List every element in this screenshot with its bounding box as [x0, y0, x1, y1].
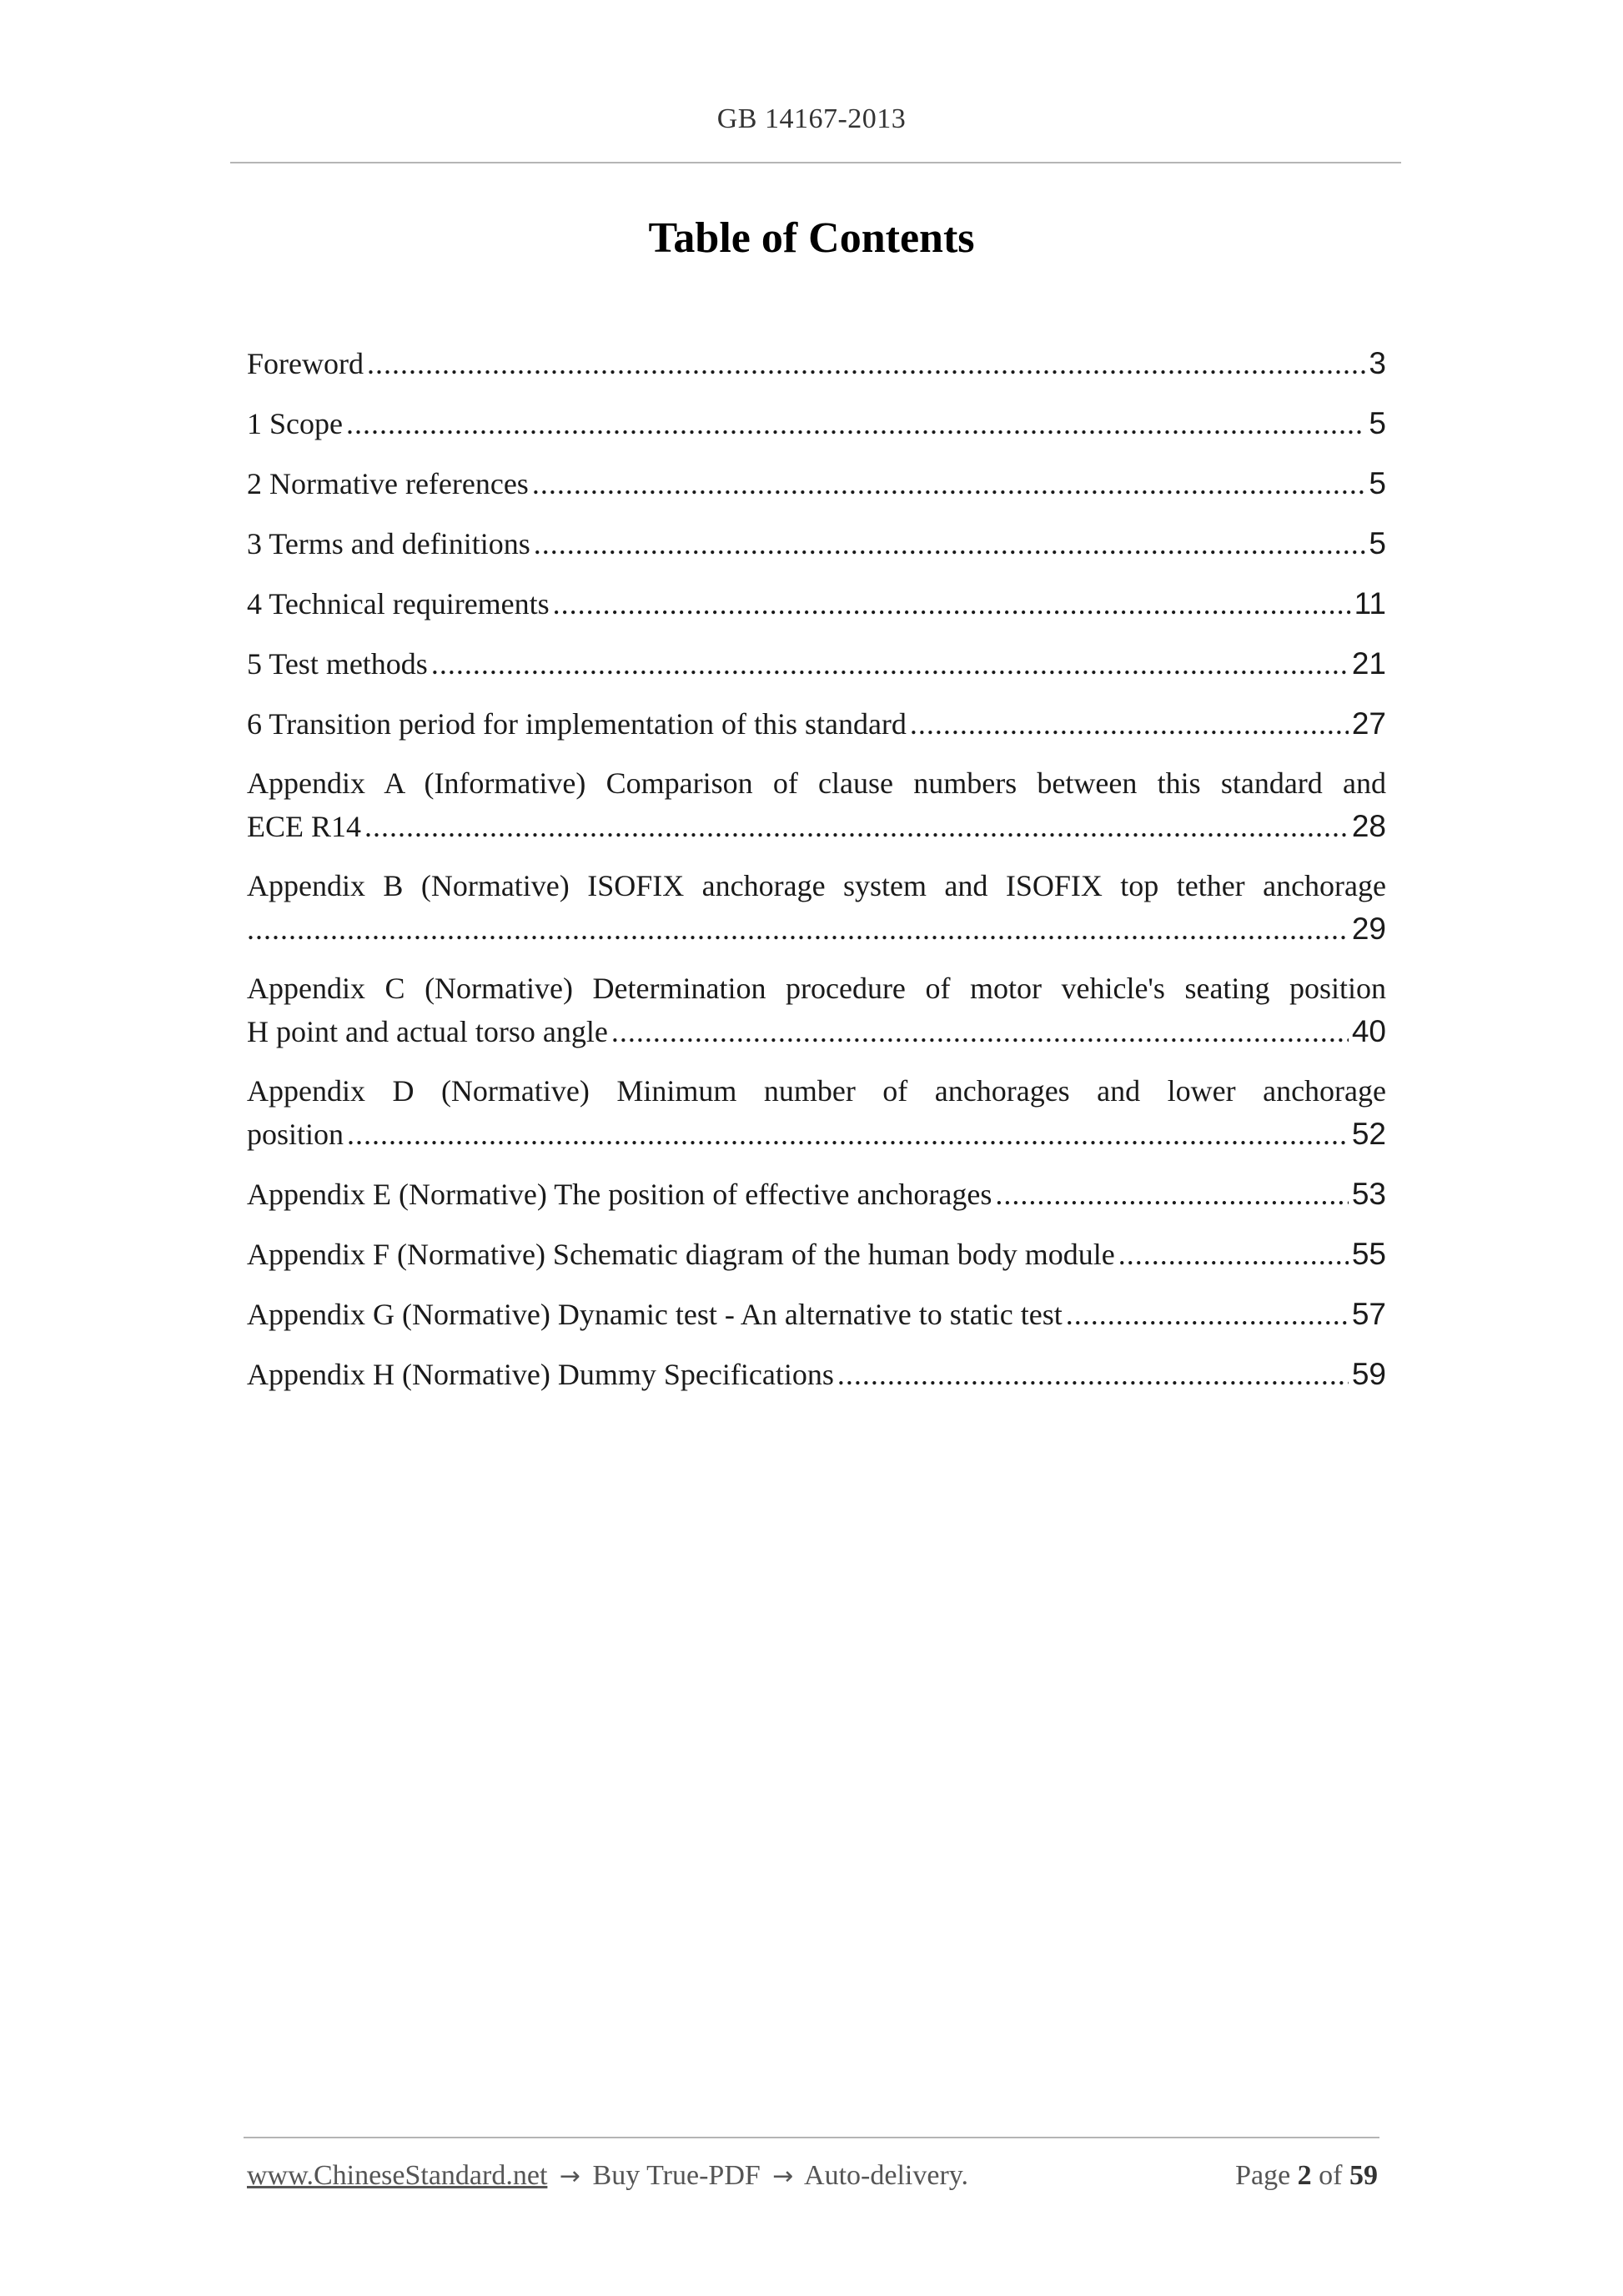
toc-entry-foreword[interactable] — [247, 342, 1386, 385]
toc-entry-label: 1 Scope — [247, 407, 343, 440]
toc-entry-test-methods[interactable] — [247, 642, 1386, 686]
toc-page-number: 53 — [1351, 1177, 1386, 1211]
total-page-count: 59 — [1349, 2160, 1378, 2191]
page-indicator — [1235, 2160, 1378, 2192]
toc-entry-appendix-d[interactable] — [247, 1070, 1386, 1156]
toc-page-number: 40 — [1351, 1014, 1386, 1048]
toc-entry-label-line2: H point and actual torso angle — [247, 1015, 608, 1048]
toc-page-number: 5 — [1369, 526, 1386, 560]
dot-leader — [364, 806, 1349, 848]
footer-promo — [247, 2160, 968, 2192]
toc-entry-normative-references[interactable] — [247, 462, 1386, 505]
current-page-number: 2 — [1297, 2160, 1312, 2191]
toc-entry-label-line2: position — [247, 1118, 344, 1151]
toc-entry-label: Appendix E (Normative) The position of effective anchorages — [247, 1178, 992, 1211]
dot-leader — [611, 1011, 1349, 1053]
dot-leader — [995, 1173, 1348, 1216]
dot-leader — [367, 343, 1365, 385]
toc-entry-appendix-c[interactable] — [247, 967, 1386, 1053]
table-of-contents — [247, 342, 1386, 1413]
dot-leader — [1066, 1294, 1349, 1336]
running-header: GB 14167-2013 — [716, 103, 907, 134]
header-divider — [230, 162, 1401, 163]
right-arrow-icon: → — [559, 2162, 581, 2191]
dot-leader — [910, 703, 1349, 746]
auto-delivery-text: Auto-delivery. — [804, 2160, 969, 2191]
toc-page-number: 5 — [1369, 466, 1386, 500]
dot-leader — [553, 583, 1351, 625]
toc-entry-label: Foreword — [247, 347, 364, 380]
toc-entry-label-line1: Appendix A (Informative) Comparison of clause numbers between this standard and — [247, 766, 1386, 800]
toc-page-number: 11 — [1354, 586, 1386, 620]
toc-page-number: 5 — [1369, 406, 1386, 440]
dot-leader — [431, 643, 1349, 686]
right-arrow-icon: → — [772, 2162, 794, 2191]
toc-entry-label: 5 Test methods — [247, 647, 428, 681]
toc-entry-label-line2: ECE R14 — [247, 810, 362, 843]
toc-entry-label: 2 Normative references — [247, 467, 529, 500]
toc-entry-label: 4 Technical requirements — [247, 587, 550, 620]
toc-page-number: 21 — [1351, 646, 1386, 681]
toc-page-number: 3 — [1369, 346, 1386, 380]
toc-entry-appendix-a[interactable] — [247, 762, 1386, 848]
page-title: Table of Contents — [648, 214, 975, 262]
toc-entry-label: 6 Transition period for implementation of this standard — [247, 707, 907, 741]
page-word: Page — [1235, 2160, 1291, 2191]
dot-leader — [247, 908, 1349, 951]
toc-entry-label: Appendix H (Normative) Dummy Specifications — [247, 1358, 834, 1391]
dot-leader — [346, 403, 1365, 445]
toc-page-number: 52 — [1351, 1117, 1386, 1151]
toc-entry-transition-period[interactable] — [247, 702, 1386, 746]
toc-entry-label-line1: Appendix C (Normative) Determination procedure of motor vehicle's seating position — [247, 972, 1386, 1005]
dot-leader — [532, 463, 1366, 505]
dot-leader — [837, 1354, 1349, 1396]
site-link[interactable]: www.ChineseStandard.net — [247, 2160, 548, 2191]
toc-entry-appendix-e[interactable] — [247, 1173, 1386, 1216]
toc-page-number: 27 — [1351, 706, 1386, 741]
toc-page-number: 28 — [1351, 809, 1386, 843]
toc-entry-terms-and-definitions[interactable] — [247, 522, 1386, 565]
toc-entry-scope[interactable] — [247, 402, 1386, 445]
toc-entry-label-line1: Appendix B (Normative) ISOFIX anchorage system and ISOFIX top tether anchorage — [247, 869, 1386, 902]
toc-entry-appendix-f[interactable] — [247, 1233, 1386, 1276]
toc-page-number: 59 — [1351, 1357, 1386, 1391]
footer-divider — [244, 2137, 1379, 2138]
buy-true-pdf-text: Buy True-PDF — [592, 2160, 761, 2191]
of-word: of — [1319, 2160, 1343, 2191]
toc-entry-appendix-b[interactable] — [247, 865, 1386, 951]
toc-entry-technical-requirements[interactable] — [247, 582, 1386, 625]
toc-entry-label: 3 Terms and definitions — [247, 527, 530, 560]
toc-entry-label: Appendix F (Normative) Schematic diagram of the human body module — [247, 1238, 1115, 1271]
toc-entry-label: Appendix G (Normative) Dynamic test - An alternative to static test — [247, 1298, 1063, 1331]
dot-leader — [347, 1113, 1349, 1156]
toc-page-number: 57 — [1351, 1297, 1386, 1331]
toc-page-number: 29 — [1351, 912, 1386, 946]
toc-entry-appendix-h[interactable] — [247, 1353, 1386, 1396]
toc-page-number: 55 — [1351, 1237, 1386, 1271]
toc-entry-label-line1: Appendix D (Normative) Minimum number of anchorages and lower anchorage — [247, 1074, 1386, 1108]
toc-entry-appendix-g[interactable] — [247, 1293, 1386, 1336]
dot-leader — [1118, 1233, 1349, 1276]
dot-leader — [534, 523, 1366, 565]
